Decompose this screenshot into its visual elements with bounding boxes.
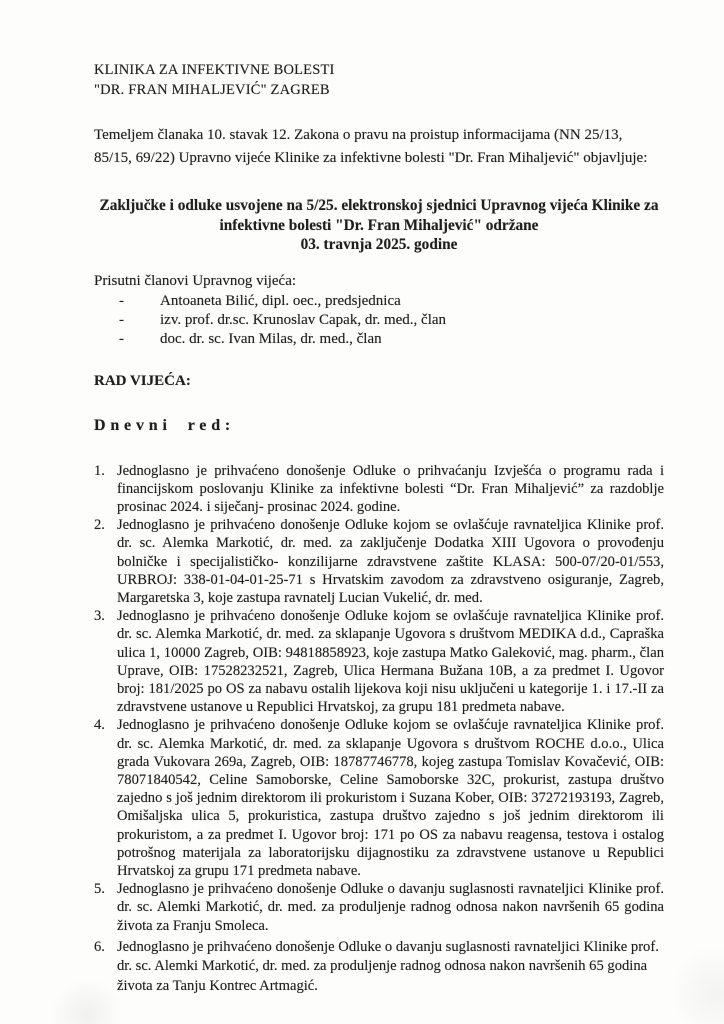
agenda-heading: Dnevni red:	[94, 416, 236, 434]
attendee-row	[94, 292, 664, 311]
agenda-item-text: Jednoglasno je prihvaćeno donošenje Odluke kojom se ovlašćuje ravnateljica Klinike prof. dr. sc. Alemka Markotić, dr. med. za sklapanje Ugovora s društvom ROCHE d.o.o., Ulica grada Vukovara 269a, Zagreb, OIB: 18787746778, kojeg zastupa Tomislav Kovačević, OIB: 78071840542, Celine Samoborske, Celine Samoborske 32C, prokurist, zastupa društvo zajedno s još jednim direktorom ili prokuristom i Suzana Kober, OIB: 37272193193, Zagreb, Omišaljska ulica 5, prokuristica, zastupa društvo zajedno s još jednim direktorom ili prokuristom, a za predmet I. Ugovor broj: 171 po OS za nabavu reagensa, testova i ostalog potrošnog materijala za laboratorijsku dijagnostiku za zdravstvene ustanove u Republici Hrvatskoj za grupu 171 predmeta nabave.	[117, 717, 664, 879]
agenda-item-number: 3.	[94, 608, 105, 625]
agenda-item-number: 6.	[94, 938, 105, 955]
agenda-item	[94, 880, 664, 935]
attendees-list	[94, 292, 664, 349]
agenda-item-number: 1.	[94, 462, 105, 479]
org-header	[94, 60, 664, 100]
agenda-item-text: Jednoglasno je prihvaćeno donošenje Odluke o davanju suglasnosti ravnateljici Klinike prof. dr. sc. Alemki Markotić, dr. med. za produljenje radnog odnosa nakon navršenih 65 godina života za Franju Smoleca.	[117, 881, 664, 934]
dash-bullet: -	[119, 330, 124, 347]
attendee-row	[94, 311, 664, 330]
agenda-list	[94, 462, 664, 997]
meeting-title-line1: Zaključke i odluke usvojene na 5/25. elektronskoj sjednici Upravnog vijeća Klinike za	[99, 197, 659, 214]
agenda-item-text: Jednoglasno je prihvaćeno donošenje Odluke kojom se ovlašćuje ravnateljica Klinike prof. dr. sc. Alemka Markotić, dr. med. za zaključenje Dodatka XIII Ugovora o provođenju bolničke i specijalističko- konzilijarne zdravstvene zaštite KLASA: 500-07/20-01/553, URBROJ: 338-01-04-01-25-71 s Hrvatskim zavodom za zdravstveno osiguranje, Zagreb, Margaretska 3, koje zastupa ravnatelj Lucian Vukelić, dr. med.	[117, 517, 664, 606]
attendee-row	[94, 330, 664, 349]
meeting-title-line2: infektivne bolesti "Dr. Fran Mihaljević" održane	[219, 216, 539, 234]
agenda-item	[94, 716, 664, 880]
meeting-title	[94, 196, 664, 255]
agenda-item-text: Jednoglasno je prihvaćeno donošenje Odluke o prihvaćanju Izvješća o programu rada i financijskom poslovanju Klinike za infektivne bolesti “Dr. Fran Mihaljević” za razdoblje prosinac 2024. i siječanj- prosinac 2024. godine.	[117, 462, 664, 515]
agenda-item-text: Jednoglasno je prihvaćeno donošenje Odluke o davanju suglasnosti ravnateljici Klinike prof. dr. sc. Alemki Markotić, dr. med. za produljenje radnog odnosa nakon navršenih 65 godina života za Tanju Kontrec Artmagić.	[117, 938, 659, 994]
attendees-heading: Prisutni članovi Upravnog vijeća:	[94, 272, 297, 289]
agenda-item-text: Jednoglasno je prihvaćeno donošenje Odluke kojom se ovlašćuje ravnateljica Klinike prof. dr. sc. Alemka Markotić, dr. med. za sklapanje Ugovora s društvom MEDIKA d.d., Capraška ulica 1, 10000 Zagreb, OIB: 94818858923, koje zastupa Matko Galeković, mag. pharm., član Uprave, OIB: 17528232521, Zagreb, Ulica Hermana Bužana 10B, a za predmet I. Ugovor broj: 181/2025 po OS za nabavu ostalih lijekova koji nisu uključeni u kategorije 1. i 17.-II za zdravstvene ustanove u Republici Hrvatskoj, za grupu 181 predmeta nabave.	[117, 608, 664, 716]
agenda-item	[94, 462, 664, 517]
agenda-item	[94, 516, 664, 607]
agenda-item	[94, 607, 664, 716]
attendee-name: izv. prof. dr.sc. Krunoslav Capak, dr. med., član	[160, 311, 447, 328]
agenda-item-number: 4.	[94, 717, 105, 734]
org-city: "DR. FRAN MIHALJEVIĆ" ZAGREB	[94, 82, 330, 98]
org-name: KLINIKA ZA INFEKTIVNE BOLESTI	[94, 62, 335, 78]
section-heading: RAD VIJEĆA:	[94, 372, 191, 389]
intro-paragraph: Temeljem članaka 10. stavak 12. Zakona o pravu na proistup informacijama (NN 25/13, 85/15, 69/22) Upravno vijeće Klinike za infektivne bolesti "Dr. Fran Mihaljević" objavljuje:	[94, 127, 648, 166]
agenda-item	[94, 938, 664, 997]
agenda-item-number: 2.	[94, 517, 105, 534]
dash-bullet: -	[119, 292, 124, 309]
agenda-item-number: 5.	[94, 881, 105, 898]
dash-bullet: -	[119, 311, 124, 328]
attendee-name: doc. dr. sc. Ivan Milas, dr. med., član	[160, 330, 382, 347]
attendee-name: Antoaneta Bilić, dipl. oec., predsjednica	[160, 292, 401, 309]
meeting-date: 03. travnja 2025. godine	[300, 236, 458, 253]
